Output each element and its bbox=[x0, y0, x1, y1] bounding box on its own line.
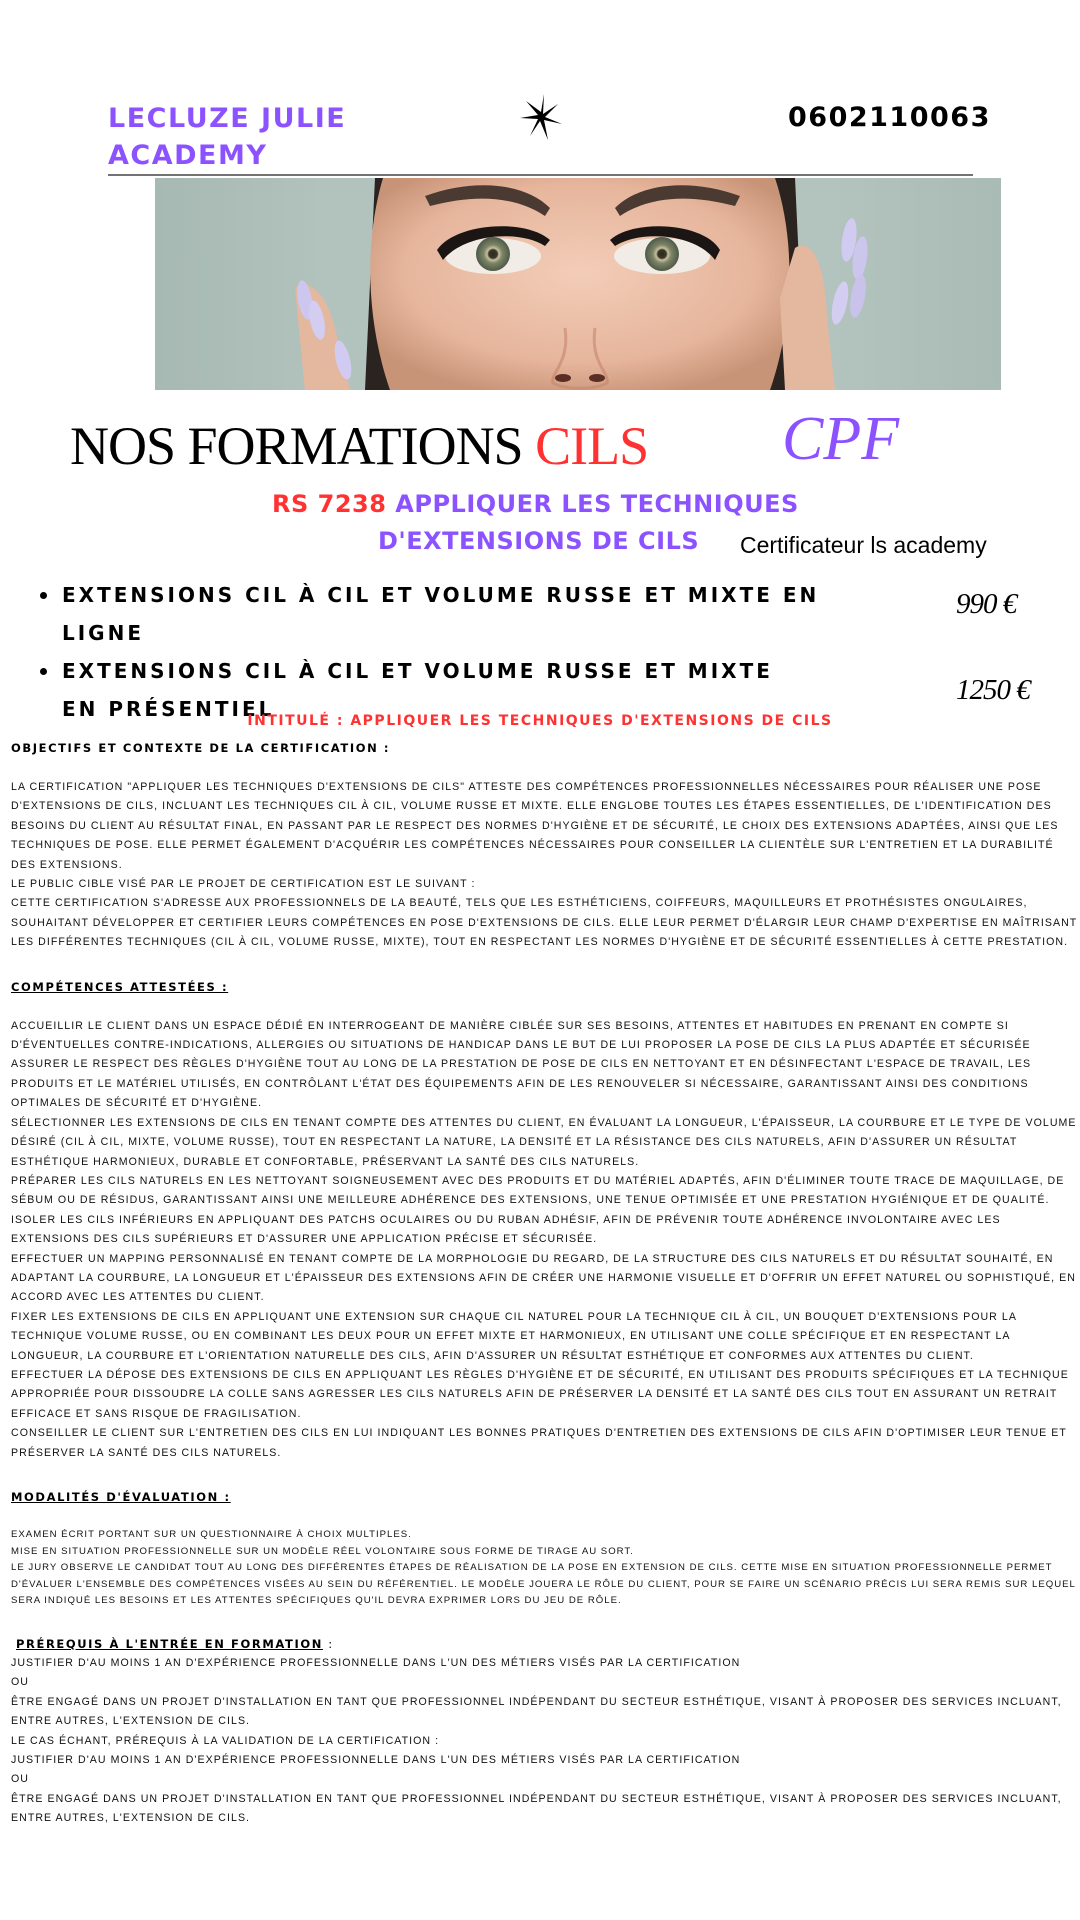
competences-title: COMPÉTENCES ATTESTÉES : bbox=[11, 979, 229, 994]
prerequis-title-text: PRÉREQUIS À L'ENTRÉE EN FORMATION bbox=[16, 1636, 323, 1651]
competence-item: CONSEILLER LE CLIENT SUR L'ENTRETIEN DES CILS EN LUI INDIQUANT LES BONNES PRATIQUES D'ENTRETIEN DES EXTENSIONS DE CILS AFIN D'OPTIMISER LEUR TENUE ET PRÉSERVER LA SANTÉ DES CILS NATURELS. bbox=[11, 1427, 1067, 1459]
prerequis-item: JUSTIFIER D'AU MOINS 1 AN D'EXPÉRIENCE PROFESSIONNELLE DANS L'UN DES MÉTIERS VISÉS PAR LA CERTIFICATION bbox=[11, 1754, 741, 1766]
prerequis-title bbox=[11, 1634, 1080, 1654]
rs-code: RS 7238 bbox=[272, 490, 396, 518]
evaluation-item: MISE EN SITUATION PROFESSIONNELLE SUR UN MODÈLE RÉEL VOLONTAIRE SOUS FORME DE TIRAGE AU SORT. bbox=[11, 1545, 634, 1557]
certificateur-label: Certificateur ls academy bbox=[740, 532, 987, 558]
competence-item: ACCUEILLIR LE CLIENT DANS UN ESPACE DÉDIÉ EN INTERROGEANT DE MANIÈRE CIBLÉE SUR SES BESOINS, ATTENTES ET HABITUDES EN PRENANT EN COMPTE SI D'ÉVENTUELLES CONTRE-INDICATIONS, ALLERGIES OU SITUATIONS DE HANDICAP DANS LE BUT DE LUI PROPOSER LA POSE DE CILS LA PLUS ADAPTÉE ET SÉCURISÉE bbox=[11, 1019, 1031, 1052]
competence-item: EFFECTUER LA DÉPOSE DES EXTENSIONS DE CILS EN APPLIQUANT LES RÈGLES D'HYGIÈNE ET DE SÉCURITÉ, EN UTILISANT DES PRODUITS SPÉCIFIQUES ET LA TECHNIQUE APPROPRIÉE POUR DISSOUDRE LA COLLE SANS AGRESSER LES CILS NATURELS AFIN DE PRÉSERVER LA DENSITÉ ET LA SANTÉ DES CILS TOUT EN ASSURANT UN RETRAIT EFFICACE ET SANS RISQUE DE FRAGILISATION. bbox=[11, 1368, 1069, 1420]
competence-item: FIXER LES EXTENSIONS DE CILS EN APPLIQUANT UNE EXTENSION SUR CHAQUE CIL NATUREL POUR LA TECHNIQUE CIL À CIL, UN BOUQUET D'EXTENSIONS POUR LA TECHNIQUE VOLUME RUSSE, OU EN COMBINANT LES DEUX POUR UN EFFET MIXTE ET HARMONIEUX, EN UTILISANT UNE COLLE SPÉCIFIQUE ET EN RESPECTANT LA LONGUEUR, LA COURBURE ET L'ORIENTATION NATURELLE DES CILS, AFIN D'ASSURER UN RÉSULTAT ESTHÉTIQUE ET CONFORMES AUX ATTENTES DU CLIENT. bbox=[11, 1310, 1017, 1362]
objectifs-paragraph: LE PUBLIC CIBLE VISÉ PAR LE PROJET DE CERTIFICATION EST LE SUIVANT : bbox=[11, 878, 476, 891]
brand-line-1: LECLUZE JULIE bbox=[108, 103, 347, 134]
formation-price: 1250 € bbox=[956, 674, 1030, 706]
evaluation-item: EXAMEN ÉCRIT PORTANT SUR UN QUESTIONNAIRE À CHOIX MULTIPLES. bbox=[11, 1529, 412, 1540]
objectifs-paragraph: CETTE CERTIFICATION S'ADRESSE AUX PROFESSIONNELS DE LA BEAUTÉ, TELS QUE LES ESTHÉTICIENS, COIFFEURS, MAQUILLEURS ET PROTHÉSISTES ONGULAIRES, SOUHAITANT DÉVELOPPER ET CERTIFIER LEURS COMPÉTENCES EN POSE D'EXTENSIONS DE CILS. ELLE LEUR PERMET D'ÉLARGIR LEUR CHAMP D'EXPERTISE EN MAÎTRISANT LES DIFFÉRENTES TECHNIQUES (CIL À CIL, VOLUME RUSSE, MIXTE), TOUT EN RESPECTANT LES NORMES D'HYGIÈNE ET DE SÉCURITÉ ESSENTIELLES À CETTE PRESTATION. bbox=[11, 897, 1078, 949]
competence-item: ASSURER LE RESPECT DES RÈGLES D'HYGIÈNE TOUT AU LONG DE LA PRESTATION DE POSE DE CILS EN NETTOYANT ET EN DÉSINFECTANT L'ESPACE DE TRAVAIL, LES PRODUITS ET LE MATÉRIEL UTILISÉS, EN CONTRÔLANT L'ÉTAT DES ÉQUIPEMENTS AFIN DE LES RENOUVELER SI NÉCESSAIRE, GARANTISSANT AINSI DES CONDITIONS OPTIMALES DE SÉCURITÉ ET D'HYGIÈNE. bbox=[11, 1058, 1032, 1110]
evaluation-title: MODALITÉS D'ÉVALUATION : bbox=[11, 1490, 231, 1504]
prerequis-item: ÊTRE ENGAGÉ DANS UN PROJET D'INSTALLATION EN TANT QUE PROFESSIONNEL INDÉPENDANT DU SECTEUR ESTHÉTIQUE, VISANT À PROPOSER DES SERVICES INCLUANT, ENTRE AUTRES, L'EXTENSION DE CILS. bbox=[11, 1792, 1062, 1825]
certification-title-line-2: D'EXTENSIONS DE CILS bbox=[378, 527, 700, 555]
eyelash-model-illustration bbox=[155, 178, 1001, 390]
star-icon bbox=[518, 92, 564, 142]
prerequis-item: ÊTRE ENGAGÉ DANS UN PROJET D'INSTALLATION EN TANT QUE PROFESSIONNEL INDÉPENDANT DU SECTEUR ESTHÉTIQUE, VISANT À PROPOSER DES SERVICES INCLUANT, ENTRE AUTRES, L'EXTENSION DE CILS. bbox=[11, 1695, 1062, 1728]
page-title bbox=[70, 416, 648, 476]
competence-item: ISOLER LES CILS INFÉRIEURS EN APPLIQUANT DES PATCHS OCULAIRES OU DU RUBAN ADHÉSIF, AFIN DE PRÉVENIR TOUTE ADHÉRENCE INVOLONTAIRE AVEC LES EXTENSIONS DES CILS SUPÉRIEURS ET D'ASSURER UNE APPLICATION PRÉCISE ET SÉCURISÉE. bbox=[11, 1213, 1001, 1246]
formation-item: EXTENSIONS CIL À CIL ET VOLUME RUSSE ET MIXTE EN LIGNE bbox=[40, 576, 900, 652]
prerequis-item: OU bbox=[11, 1676, 29, 1689]
competence-item: EFFECTUER UN MAPPING PERSONNALISÉ EN TENANT COMPTE DE LA MORPHOLOGIE DU REGARD, DE LA STRUCTURE DES CILS NATURELS ET DU RÉSULTAT SOUHAITÉ, EN ADAPTANT LA COURBURE, LA LONGUEUR ET L'ÉPAISSEUR DES EXTENSIONS AFIN DE CRÉER UNE HARMONIE VISUELLE ET D'OFFRIR UN EFFET NATUREL OU SOPHISTIQUÉ, EN ACCORD AVEC LES ATTENTES DU CLIENT. bbox=[11, 1252, 1076, 1304]
formation-price: 990 € bbox=[956, 588, 1017, 620]
hero-photo bbox=[155, 178, 1001, 390]
phone-number[interactable]: 0602110063 bbox=[788, 102, 991, 133]
objectifs-paragraph: LA CERTIFICATION "APPLIQUER LES TECHNIQUES D'EXTENSIONS DE CILS" ATTESTE DES COMPÉTENCES PROFESSIONNELLES NÉCESSAIRES POUR RÉALISER UNE POSE D'EXTENSIONS DE CILS, INCLUANT LES TECHNIQUES CIL À CIL, VOLUME RUSSE ET MIXTE. ELLE ENGLOBE TOUTES LES ÉTAPES ESSENTIELLES, DE L'IDENTIFICATION DES BESOINS DU CLIENT AU RÉSULTAT FINAL, EN PASSANT PAR LE RESPECT DES NORMES D'HYGIÈNE ET DE SÉCURITÉ, LE CHOIX DES EXTENSIONS ADAPTÉES, AINSI QUE LES TECHNIQUES DE POSE. ELLE PERMET ÉGALEMENT D'ACQUÉRIR LES COMPÉTENCES NÉCESSAIRES POUR CONSEILLER LA CLIENTÈLE SUR L'ENTRETIEN ET LA DURABILITÉ DES EXTENSIONS. bbox=[11, 781, 1059, 871]
prerequis-item: LE CAS ÉCHANT, PRÉREQUIS À LA VALIDATION DE LA CERTIFICATION : bbox=[11, 1734, 440, 1747]
title-red-part: CILS bbox=[535, 416, 649, 476]
certification-title-line-1 bbox=[272, 490, 799, 518]
formations-list bbox=[40, 576, 920, 728]
prerequis-item: OU bbox=[11, 1773, 29, 1786]
formation-item: EXTENSIONS CIL À CIL ET VOLUME RUSSE ET MIXTE EN PRÉSENTIEL bbox=[40, 652, 800, 728]
evaluation-item: LE JURY OBSERVE LE CANDIDAT TOUT AU LONG DES DIFFÉRENTES ÉTAPES DE RÉALISATION DE LA POSE EN EXTENSION DE CILS. CETTE MISE EN SITUATION PROFESSIONNELLE PERMET D'ÉVALUER L'ENSEMBLE DES COMPÉTENCES VISÉES AU SEIN DU RÉFÉRENTIEL. LE MODÈLE JOUERA LE RÔLE DU CLIENT, POUR SE FAIRE UN SCÉNARIO PRÉCIS LUI SERA REMIS SUR LEQUEL SERA INDIQUÉ LES BESOINS ET LES ATTENTES SPÉCIFIQUES QU'IL DEVRA EXPRIMER LORS DU JEU DE RÔLE. bbox=[11, 1562, 1076, 1607]
brand-name bbox=[108, 100, 408, 174]
prerequis-title-suffix: : bbox=[322, 1636, 334, 1651]
prerequis-item: JUSTIFIER D'AU MOINS 1 AN D'EXPÉRIENCE PROFESSIONNELLE DANS L'UN DES MÉTIERS VISÉS PAR LA CERTIFICATION bbox=[11, 1656, 741, 1669]
objectifs-title: OBJECTIFS ET CONTEXTE DE LA CERTIFICATION : bbox=[11, 741, 391, 755]
competence-item: PRÉPARER LES CILS NATURELS EN LES NETTOYANT SOIGNEUSEMENT AVEC DES PRODUITS ET DU MATÉRIEL ADAPTÉS, AFIN D'ÉLIMINER TOUTE TRACE DE MAQUILLAGE, DE SÉBUM OU DE RÉSIDUS, GARANTISSANT AINSI UNE MEILLEURE ADHÉRENCE DES EXTENSIONS, UNE TENUE OPTIMISÉE ET UNE PRESTATION HYGIÉNIQUE ET DE QUALITÉ. bbox=[11, 1174, 1065, 1207]
title-black-part: NOS FORMATIONS bbox=[70, 416, 536, 476]
competence-item: SÉLECTIONNER LES EXTENSIONS DE CILS EN TENANT COMPTE DES ATTENTES DU CLIENT, EN ÉVALUANT LA LONGUEUR, L'ÉPAISSEUR, LA COURBURE ET LE TYPE DE VOLUME DÉSIRÉ (CIL À CIL, MIXTE, VOLUME RUSSE), TOUT EN RESPECTANT LA NATURE, LA DENSITÉ ET LA RÉSISTANCE DES CILS NATURELS, AFIN D'ASSURER UN RÉSULTAT ESTHÉTIQUE HARMONIEUX, DURABLE ET CONFORTABLE, PRÉSERVANT LA SANTÉ DES CILS NATURELS. bbox=[11, 1116, 1077, 1168]
brand-line-2: ACADEMY bbox=[108, 140, 268, 171]
intitule-heading: INTITULÉ : APPLIQUER LES TECHNIQUES D'EXTENSIONS DE CILS bbox=[247, 713, 833, 729]
rs-title-text: APPLIQUER LES TECHNIQUES bbox=[395, 490, 799, 518]
certification-details bbox=[11, 738, 1080, 1829]
header-divider bbox=[108, 174, 973, 176]
cpf-badge: CPF bbox=[782, 405, 900, 473]
